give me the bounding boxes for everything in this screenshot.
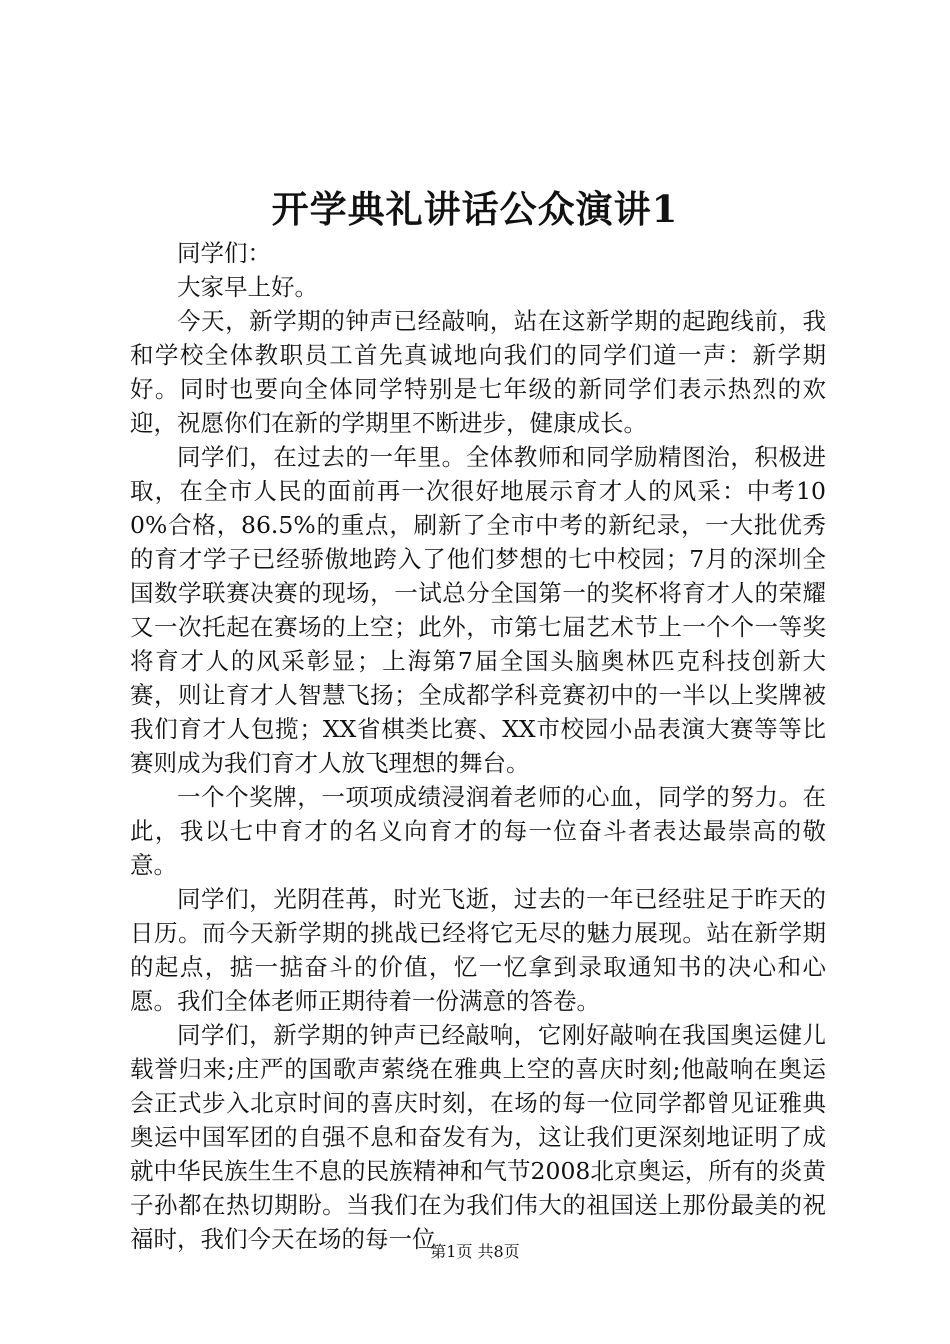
document-title: 开学典礼讲话公众演讲1 (271, 187, 679, 231)
paragraph: 一个个奖牌，一项项成绩浸润着老师的心血，同学的努力。在此，我以七中育才的名义向育才的每一位奋斗者表达最崇高的敬意。 (130, 783, 826, 879)
paragraph: 同学们，新学期的钟声已经敲响，它刚好敲响在我国奥运健儿载誉归来;庄严的国歌声萦绕在雅典上空的喜庆时刻;他敲响在奥运会正式步入北京时间的喜庆时刻，在场的每一位同学都曾见证雅典奥运中国军团的自强不息和奋发有为，这让我们更深刻地证明了成就中华民族生生不息的民族精神和气节2008北京奥运，所有的炎黄子孙都在热切期盼。当我们在为我们伟大的祖国送上那份最美的祝福时，我们今天在场的每一位 (130, 1021, 826, 1253)
paragraph: 同学们，在过去的一年里。全体教师和同学励精图治，积极进取，在全市人民的面前再一次很好地展示育才人的风采：中考100%合格，86.5%的重点，刷新了全市中考的新纪录，一大批优秀的育才学子已经骄傲地跨入了他们梦想的七中校园；7月的深圳全国数学联赛决赛的现场，一试总分全国第一的奖杯将育才人的荣耀又一次托起在赛场的上空；此外，市第七届艺术节上一个个一等奖将育才人的风采彰显；上海第7届全国头脑奥林匹克科技创新大赛，则让育才人智慧飞扬；全成都学科竞赛初中的一半以上奖牌被我们育才人包揽；XX省棋类比赛、XX市校园小品表演大赛等等比赛则成为我们育才人放飞理想的舞台。 (130, 443, 826, 777)
paragraph: 今天，新学期的钟声已经敲响，站在这新学期的起跑线前，我和学校全体教职员工首先真诚地向我们的同学们道一声：新学期好。同时也要向全体同学特别是七年级的新同学们表示热烈的欢迎，祝愿你们在新的学期里不断进步，健康成长。 (130, 307, 826, 437)
greeting: 大家早上好。 (177, 273, 318, 301)
document-body (130, 236, 826, 1256)
page-footer: 第1页 共8页 (430, 1242, 520, 1261)
salutation: 同学们： (177, 239, 271, 267)
paragraph: 同学们，光阴荏苒，时光飞逝，过去的一年已经驻足于昨天的日历。而今天新学期的挑战已经将它无尽的魅力展现。站在新学期的起点，掂一掂奋斗的价值，忆一忆拿到录取通知书的决心和心愿。我们全体老师正期待着一份满意的答卷。 (130, 885, 826, 1015)
